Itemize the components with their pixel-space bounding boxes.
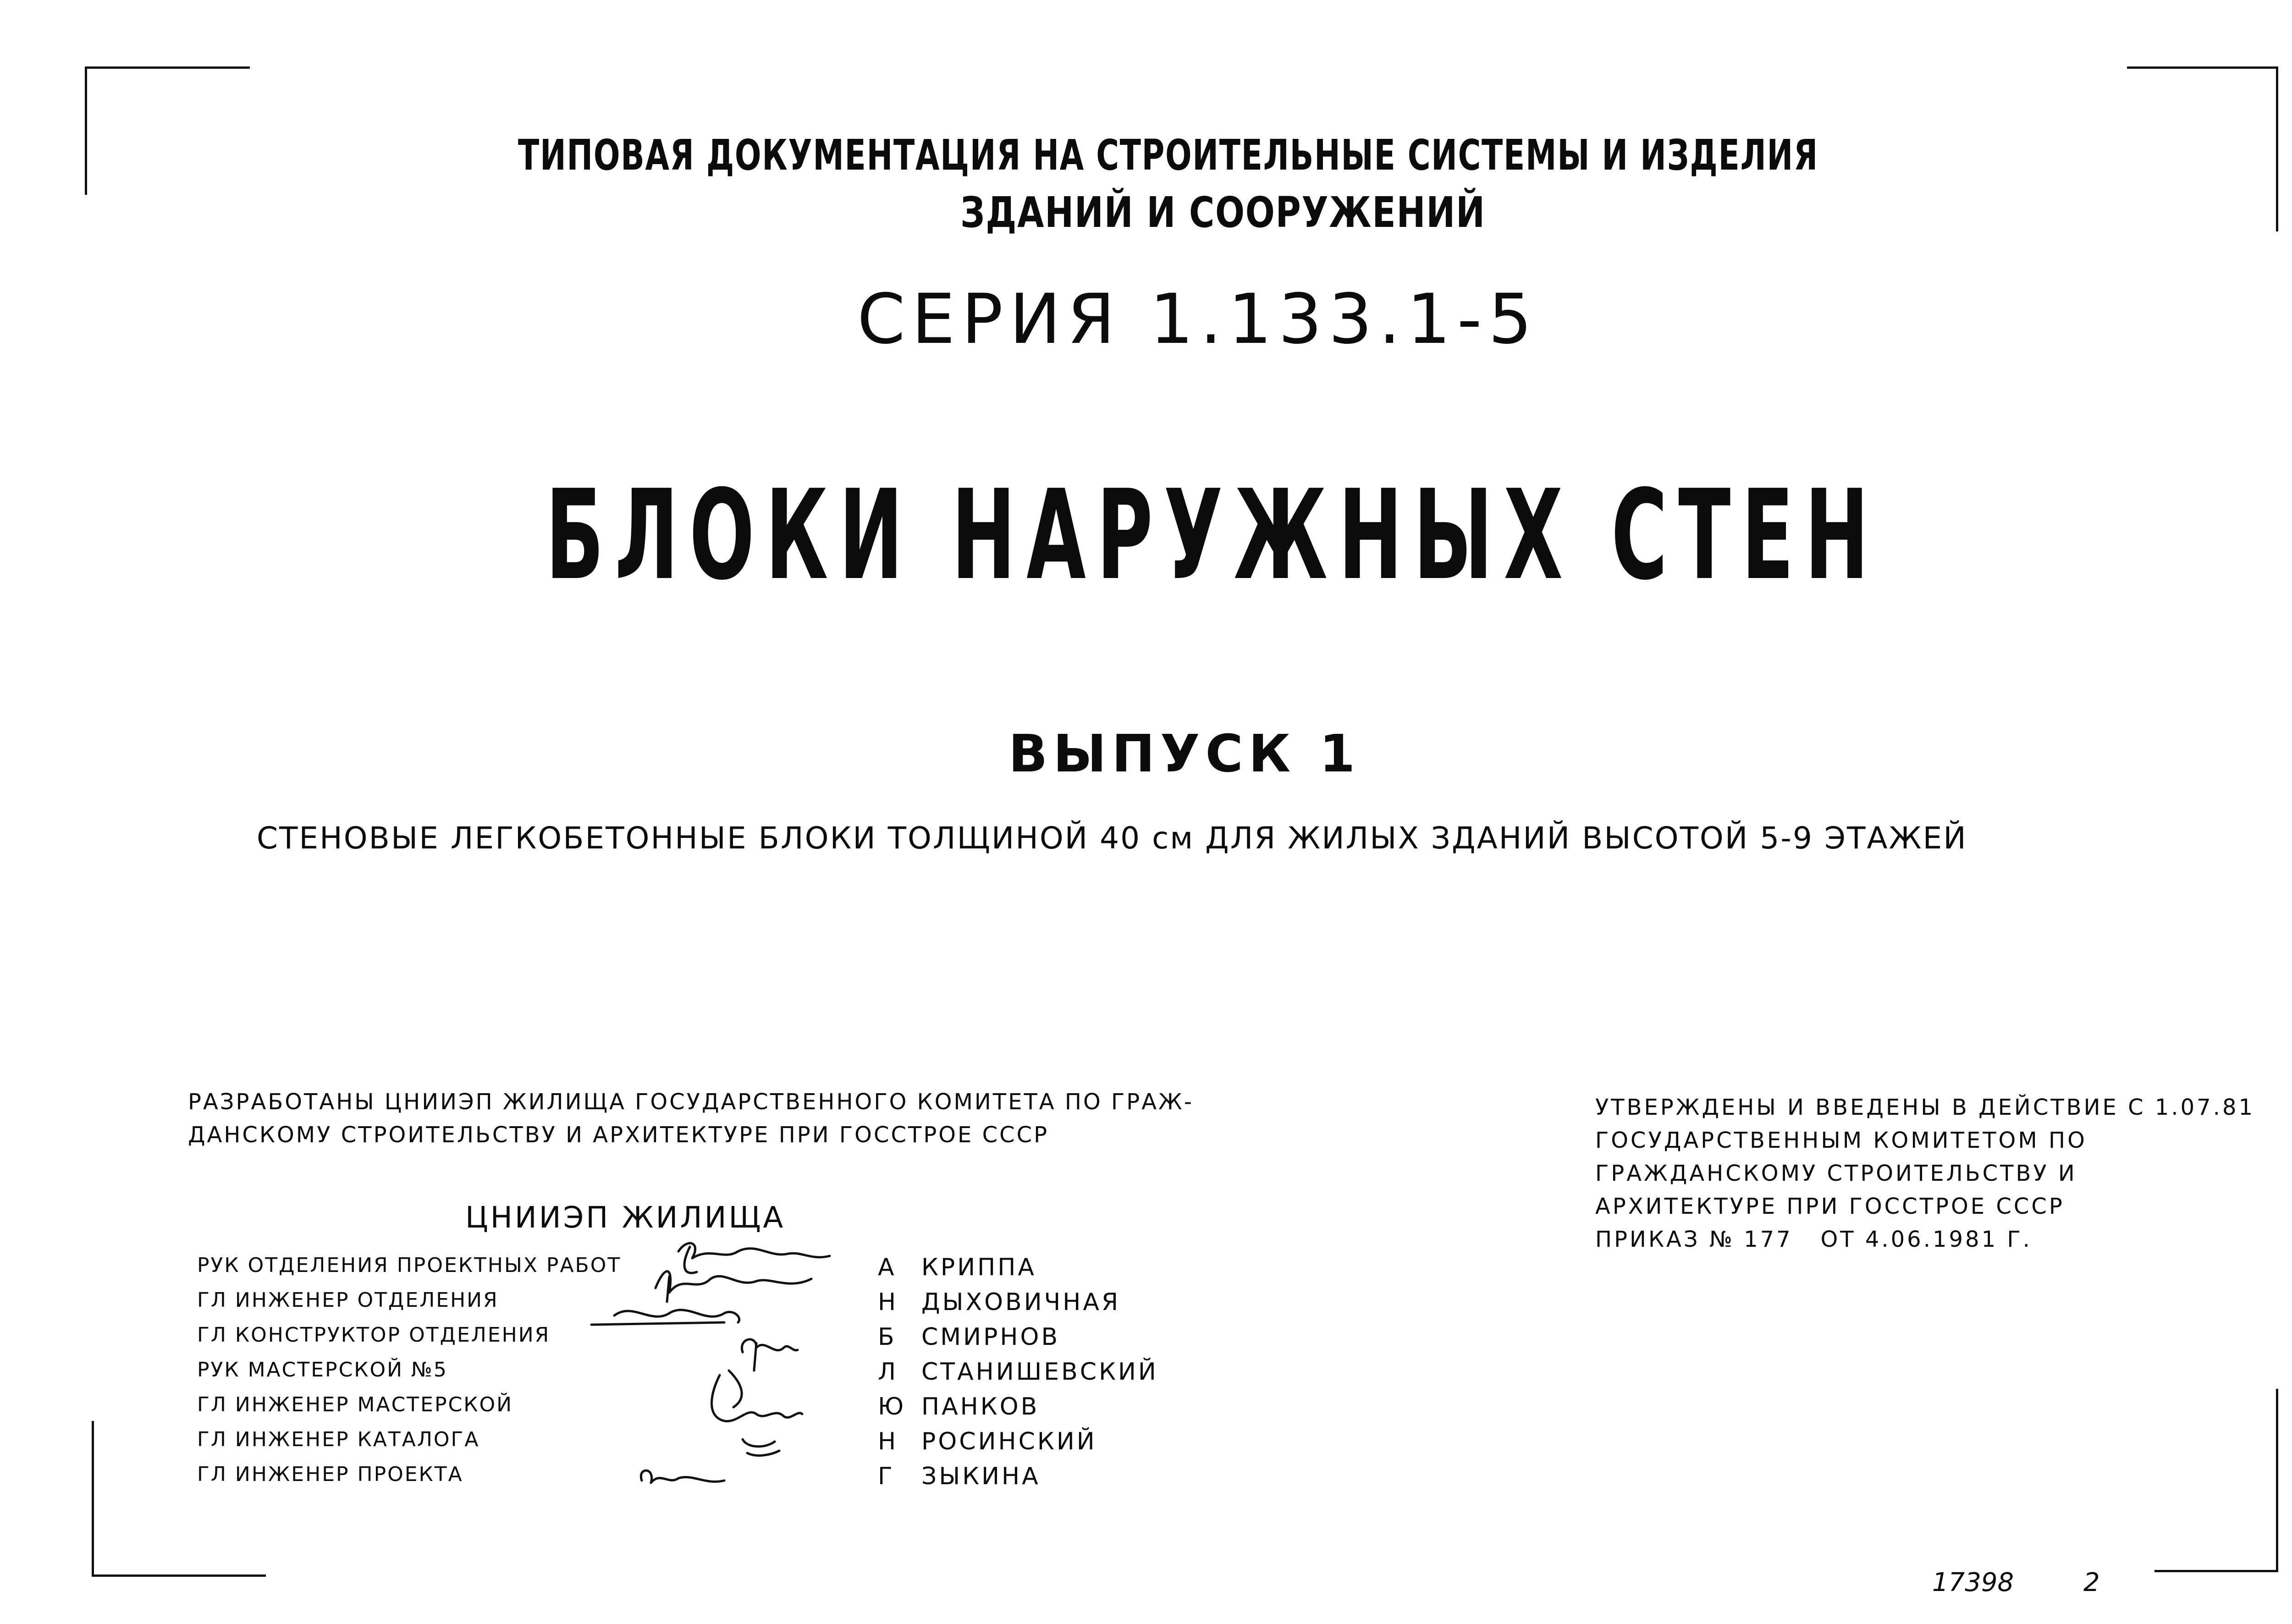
approved-by-line2: ГОСУДАРСТВЕННЫМ КОМИТЕТОМ ПО bbox=[1595, 1128, 2087, 1153]
staff-role: ГЛ ИНЖЕНЕР ОТДЕЛЕНИЯ bbox=[197, 1288, 499, 1312]
staff-initial: Б bbox=[878, 1323, 894, 1351]
approved-by-line1: УТВЕРЖДЕНЫ И ВВЕДЕНЫ В ДЕЙСТВИЕ С 1.07.81 bbox=[1595, 1095, 2255, 1120]
signature-1 bbox=[678, 1243, 830, 1258]
sheet-number: 2 bbox=[2083, 1568, 2100, 1597]
developed-by-line2: ДАНСКОМУ СТРОИТЕЛЬСТВУ И АРХИТЕКТУРЕ ПРИ ГОССТРОЕ СССР bbox=[188, 1122, 1049, 1148]
approved-by-line3: ГРАЖДАНСКОМУ СТРОИТЕЛЬСТВУ И bbox=[1595, 1161, 2077, 1186]
archive-number: 17398 bbox=[1932, 1568, 2014, 1597]
staff-initial: Н bbox=[878, 1288, 896, 1316]
document-subtitle: СТЕНОВЫЕ ЛЕГКОБЕТОННЫЕ БЛОКИ ТОЛЩИНОЙ 40 см ДЛЯ ЖИЛЫХ ЗДАНИЙ ВЫСОТОЙ 5-9 ЭТАЖЕЙ bbox=[257, 820, 1967, 856]
developed-by-block bbox=[188, 1085, 1194, 1151]
signature-7 bbox=[641, 1470, 724, 1483]
signature-5 bbox=[712, 1375, 803, 1421]
staff-initial: Ю bbox=[878, 1393, 904, 1420]
signature-6 bbox=[743, 1439, 779, 1455]
signature-3 bbox=[591, 1310, 739, 1325]
document-category-line2: ЗДАНИЙ И СООРУЖЕНИЙ bbox=[960, 188, 1486, 237]
frame-top-left-h bbox=[85, 66, 250, 69]
frame-top-right-v bbox=[2276, 66, 2278, 231]
frame-top-left-v bbox=[85, 66, 87, 195]
staff-role: РУК МАСТЕРСКОЙ №5 bbox=[197, 1358, 448, 1382]
issue-number: ВЫПУСК 1 bbox=[1008, 724, 1361, 784]
staff-initial: А bbox=[878, 1254, 894, 1281]
staff-surname: СТАНИШЕВСКИЙ bbox=[921, 1358, 1158, 1386]
staff-role: РУК ОТДЕЛЕНИЯ ПРОЕКТНЫХ РАБОТ bbox=[197, 1254, 622, 1277]
staff-surname: ЗЫКИНА bbox=[921, 1463, 1041, 1490]
series-number: СЕРИЯ 1.133.1-5 bbox=[857, 280, 1539, 359]
approved-by-line4: АРХИТЕКТУРЕ ПРИ ГОССТРОЕ СССР bbox=[1595, 1194, 2065, 1219]
staff-surname: СМИРНОВ bbox=[921, 1323, 1060, 1351]
staff-surname: РОСИНСКИЙ bbox=[921, 1428, 1097, 1455]
frame-bottom-left-v bbox=[92, 1421, 94, 1577]
staff-surname: ДЫХОВИЧНАЯ bbox=[921, 1288, 1121, 1316]
staff-initial: Г bbox=[878, 1463, 893, 1490]
approved-by-line5: ПРИКАЗ № 177 ОТ 4.06.1981 Г. bbox=[1595, 1227, 2032, 1252]
signature-2 bbox=[656, 1272, 811, 1293]
frame-bottom-left-h bbox=[92, 1574, 266, 1577]
staff-role: ГЛ ИНЖЕНЕР МАСТЕРСКОЙ bbox=[197, 1393, 513, 1416]
staff-initial: Л bbox=[878, 1358, 896, 1386]
staff-surname: КРИППА bbox=[921, 1254, 1036, 1281]
signature-4 bbox=[742, 1339, 798, 1352]
organization-name: ЦНИИЭП ЖИЛИЩА bbox=[465, 1201, 786, 1235]
staff-surname: ПАНКОВ bbox=[921, 1393, 1040, 1420]
signatures-graphic bbox=[573, 1233, 894, 1517]
staff-role: ГЛ ИНЖЕНЕР КАТАЛОГА bbox=[197, 1428, 480, 1451]
developed-by-line1: РАЗРАБОТАНЫ ЦНИИЭП ЖИЛИЩА ГОСУДАРСТВЕННОГО КОМИТЕТА ПО ГРАЖ- bbox=[188, 1089, 1194, 1115]
document-category-line1: ТИПОВАЯ ДОКУМЕНТАЦИЯ НА СТРОИТЕЛЬНЫЕ СИСТЕМЫ И ИЗДЕЛИЯ bbox=[518, 131, 1818, 180]
staff-role: ГЛ ИНЖЕНЕР ПРОЕКТА bbox=[197, 1463, 463, 1486]
frame-top-right-h bbox=[2127, 66, 2278, 69]
document-title: БЛОКИ НАРУЖНЫХ СТЕН bbox=[545, 463, 1880, 607]
frame-bottom-right-v bbox=[2276, 1389, 2278, 1572]
approved-by-block bbox=[1595, 1091, 2255, 1256]
staff-initial: Н bbox=[878, 1428, 896, 1455]
frame-bottom-right-h bbox=[2154, 1570, 2278, 1572]
staff-role: ГЛ КОНСТРУКТОР ОТДЕЛЕНИЯ bbox=[197, 1323, 551, 1347]
